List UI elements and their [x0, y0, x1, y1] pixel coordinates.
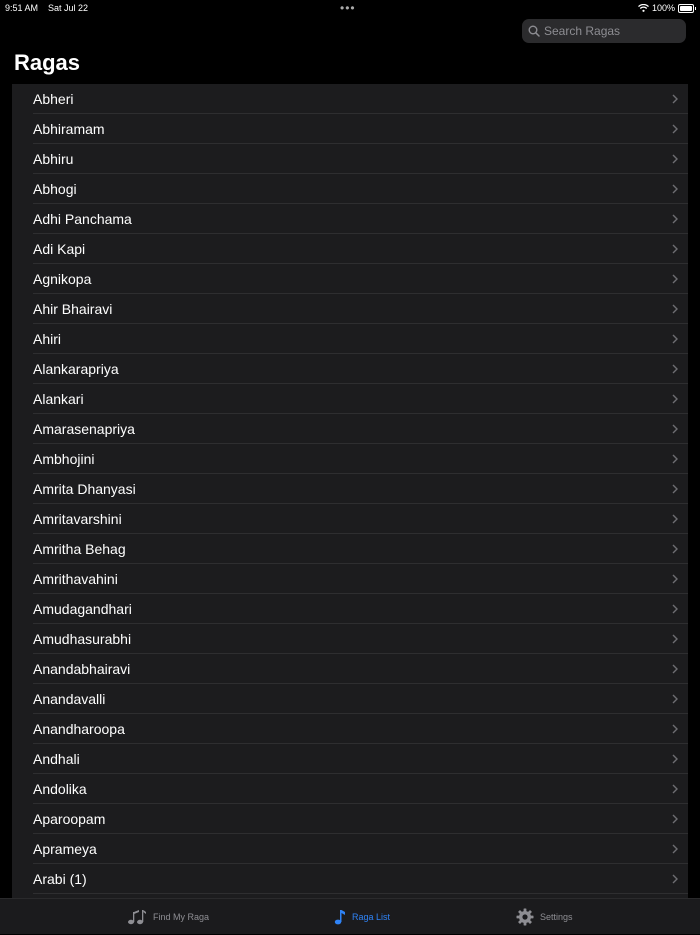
tab-find-label: Find My Raga	[153, 912, 210, 922]
tab-list-label: Raga List	[352, 912, 391, 922]
raga-list-item[interactable]	[12, 384, 688, 414]
raga-list-item[interactable]	[12, 444, 688, 474]
raga-list-item[interactable]	[12, 534, 688, 564]
raga-name: Abhiramam	[33, 121, 105, 137]
tab-settings[interactable]	[516, 899, 573, 935]
raga-name: Abhogi	[33, 181, 77, 197]
raga-name: Adhi Panchama	[33, 211, 132, 227]
chevron-right-icon	[672, 844, 678, 854]
raga-name: Abhiru	[33, 151, 74, 167]
chevron-right-icon	[672, 484, 678, 494]
raga-list-item[interactable]	[12, 174, 688, 204]
chevron-right-icon	[672, 364, 678, 374]
raga-list-item[interactable]	[12, 684, 688, 714]
raga-list-item[interactable]	[12, 414, 688, 444]
raga-list-item[interactable]	[12, 234, 688, 264]
raga-list-item[interactable]	[12, 204, 688, 234]
wifi-icon	[638, 4, 649, 12]
chevron-right-icon	[672, 604, 678, 614]
raga-list-item[interactable]	[12, 474, 688, 504]
raga-list-item[interactable]	[12, 774, 688, 804]
raga-name: Adi Kapi	[33, 241, 86, 257]
chevron-right-icon	[672, 694, 678, 704]
raga-name: Agnikopa	[33, 271, 92, 287]
raga-name: Anandharoopa	[33, 721, 125, 737]
chevron-right-icon	[672, 514, 678, 524]
raga-name: Ambhojini	[33, 451, 95, 467]
tab-find-my-raga[interactable]	[127, 899, 209, 935]
chevron-right-icon	[672, 94, 678, 104]
raga-list-item[interactable]	[12, 564, 688, 594]
search-placeholder: Search Ragas	[544, 24, 621, 38]
raga-name: Alankarapriya	[33, 361, 119, 377]
raga-list-item[interactable]	[12, 744, 688, 774]
raga-list-item[interactable]	[12, 594, 688, 624]
raga-name: Alankari	[33, 391, 84, 407]
raga-name: Abheri	[33, 91, 74, 107]
raga-list-item[interactable]	[12, 324, 688, 354]
raga-name: Amudhasurabhi	[33, 631, 132, 647]
raga-name: Ahiri	[33, 331, 62, 347]
gear-icon	[516, 908, 534, 926]
chevron-right-icon	[672, 154, 678, 164]
chevron-right-icon	[672, 334, 678, 344]
search-input[interactable]	[522, 19, 686, 43]
raga-list	[12, 84, 688, 898]
raga-list-item[interactable]	[12, 144, 688, 174]
raga-list-item[interactable]	[12, 654, 688, 684]
raga-list-item[interactable]	[12, 504, 688, 534]
raga-name: Anandabhairavi	[33, 661, 131, 677]
status-right	[638, 3, 694, 13]
multitasking-dots-icon[interactable]: •••	[340, 1, 356, 15]
raga-name: Arabi (1)	[33, 871, 87, 887]
raga-name: Amritavarshini	[33, 511, 122, 527]
status-left	[5, 3, 98, 13]
raga-name: Amudagandhari	[33, 601, 132, 617]
chevron-right-icon	[672, 244, 678, 254]
chevron-right-icon	[672, 424, 678, 434]
chevron-right-icon	[672, 454, 678, 464]
chevron-right-icon	[672, 874, 678, 884]
battery-percent: 100%	[651, 3, 675, 13]
music-notes-icon	[127, 909, 147, 925]
raga-name: Andhali	[33, 751, 80, 767]
chevron-right-icon	[672, 394, 678, 404]
chevron-right-icon	[672, 124, 678, 134]
chevron-right-icon	[672, 634, 678, 644]
raga-list-item[interactable]	[12, 804, 688, 834]
tab-bar	[0, 898, 700, 934]
chevron-right-icon	[672, 754, 678, 764]
chevron-right-icon	[672, 664, 678, 674]
chevron-right-icon	[672, 214, 678, 224]
chevron-right-icon	[672, 544, 678, 554]
raga-name: Andolika	[33, 781, 87, 797]
music-note-icon	[334, 909, 346, 925]
tab-raga-list[interactable]	[334, 899, 390, 935]
status-bar	[0, 0, 700, 16]
battery-icon	[678, 4, 694, 13]
raga-name: Anandavalli	[33, 691, 106, 707]
raga-name: Amritha Behag	[33, 541, 126, 557]
raga-list-item[interactable]	[12, 294, 688, 324]
tab-settings-label: Settings	[540, 912, 573, 922]
raga-name: Aparoopam	[33, 811, 106, 827]
chevron-right-icon	[672, 574, 678, 584]
raga-list-item[interactable]	[12, 264, 688, 294]
chevron-right-icon	[672, 724, 678, 734]
raga-name: Amarasenapriya	[33, 421, 135, 437]
raga-name: Aprameya	[33, 841, 97, 857]
page-title: Ragas	[14, 50, 81, 75]
raga-list-item[interactable]	[12, 84, 688, 114]
raga-name: Ahir Bhairavi	[33, 301, 113, 317]
raga-list-item[interactable]	[12, 714, 688, 744]
raga-name: Amrithavahini	[33, 571, 118, 587]
raga-list-item[interactable]	[12, 354, 688, 384]
chevron-right-icon	[672, 274, 678, 284]
chevron-right-icon	[672, 784, 678, 794]
raga-list-item[interactable]	[12, 624, 688, 654]
chevron-right-icon	[672, 184, 678, 194]
search-icon	[528, 25, 540, 37]
raga-list-item[interactable]	[12, 834, 688, 864]
raga-list-item[interactable]	[12, 864, 688, 894]
raga-list-item[interactable]	[12, 114, 688, 144]
raga-name: Amrita Dhanyasi	[33, 481, 136, 497]
chevron-right-icon	[672, 814, 678, 824]
status-date: Sat Jul 22	[48, 3, 89, 13]
chevron-right-icon	[672, 304, 678, 314]
status-time: 9:51 AM	[5, 3, 39, 13]
